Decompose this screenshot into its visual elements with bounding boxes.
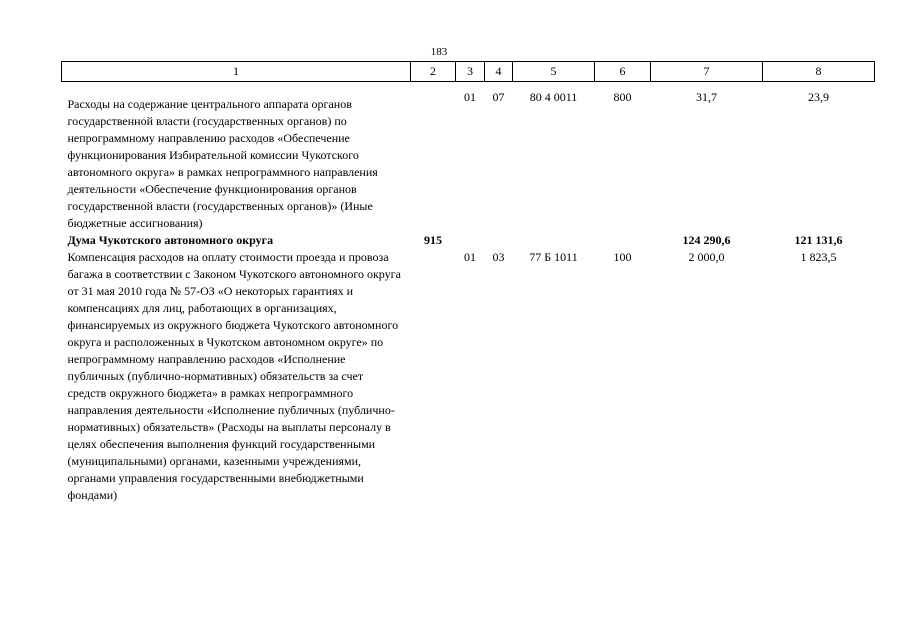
row-sum-2: 121 131,6 (794, 233, 843, 247)
header-col-1: 1 (62, 62, 411, 82)
page-number: 183 (430, 46, 448, 58)
row-gr (411, 249, 456, 504)
row-pr: 03 (492, 250, 505, 264)
row-csr (513, 232, 595, 249)
header-col-5: 5 (513, 62, 595, 82)
row-vr: 100 (613, 250, 632, 264)
header-row (62, 62, 875, 82)
row-gr (411, 82, 456, 233)
row-rz (456, 232, 485, 249)
row-vr: 800 (613, 90, 632, 104)
row-description: Компенсация расходов на оплату стоимости проезда и провоза багажа в соответствии с Законом Чукотского автономного округа от 31 мая 2010 года № 57-ОЗ «О некоторых гарантиях и компенсациях для лиц, работающих в организациях, финансируемых из окружного бюджета Чукотского автономного округа и расположенных в Чукотском автономном округе» по непрограммному направлению расходов «Исполнение публичных (публично-нормативных) обязательств за счет средств окружного бюджета» в рамках непрограммного направления деятельности «Исполнение публичных (публично-нормативных) обязательств» (Расходы на выплаты персоналу в целях обеспечения выполнения функций государственными (муниципальными) органами, казенными учреждениями, органами управления государственными внебюджетными фондами) (67, 250, 401, 502)
table-row (62, 232, 875, 249)
header-col-6: 6 (595, 62, 651, 82)
row-rz: 01 (464, 90, 476, 104)
row-sum-1: 124 290,6 (682, 233, 731, 247)
budget-table (61, 61, 875, 504)
table-row (62, 249, 875, 504)
row-sum-1: 2 000,0 (688, 250, 725, 264)
row-gr: 915 (424, 233, 442, 247)
header-col-3: 3 (456, 62, 485, 82)
row-pr: 07 (492, 90, 505, 104)
row-sum-2: 1 823,5 (800, 250, 837, 264)
header-col-7: 7 (651, 62, 763, 82)
row-pr (485, 232, 513, 249)
header-col-2: 2 (411, 62, 456, 82)
header-col-8: 8 (763, 62, 875, 82)
row-description: Расходы на содержание центрального аппарата органов государственной власти (государственных органов) по непрограммному направлению расходов «Обеспечение функционирования Избирательной комиссии Чукотского автономного округа» в рамках непрограммного направления деятельности «Обеспечение функционирования органов государственной власти (государственных органов)» (Иные бюджетные ассигнования) (67, 97, 378, 230)
table-row (62, 82, 875, 233)
row-csr: 77 Б 1011 (529, 250, 578, 264)
row-sum-2: 23,9 (808, 90, 829, 104)
row-description: Дума Чукотского автономного округа (67, 233, 274, 247)
header-col-4: 4 (485, 62, 513, 82)
row-rz: 01 (464, 250, 476, 264)
row-csr: 80 4 0011 (529, 90, 578, 104)
row-sum-1: 31,7 (696, 90, 717, 104)
row-vr (595, 232, 651, 249)
